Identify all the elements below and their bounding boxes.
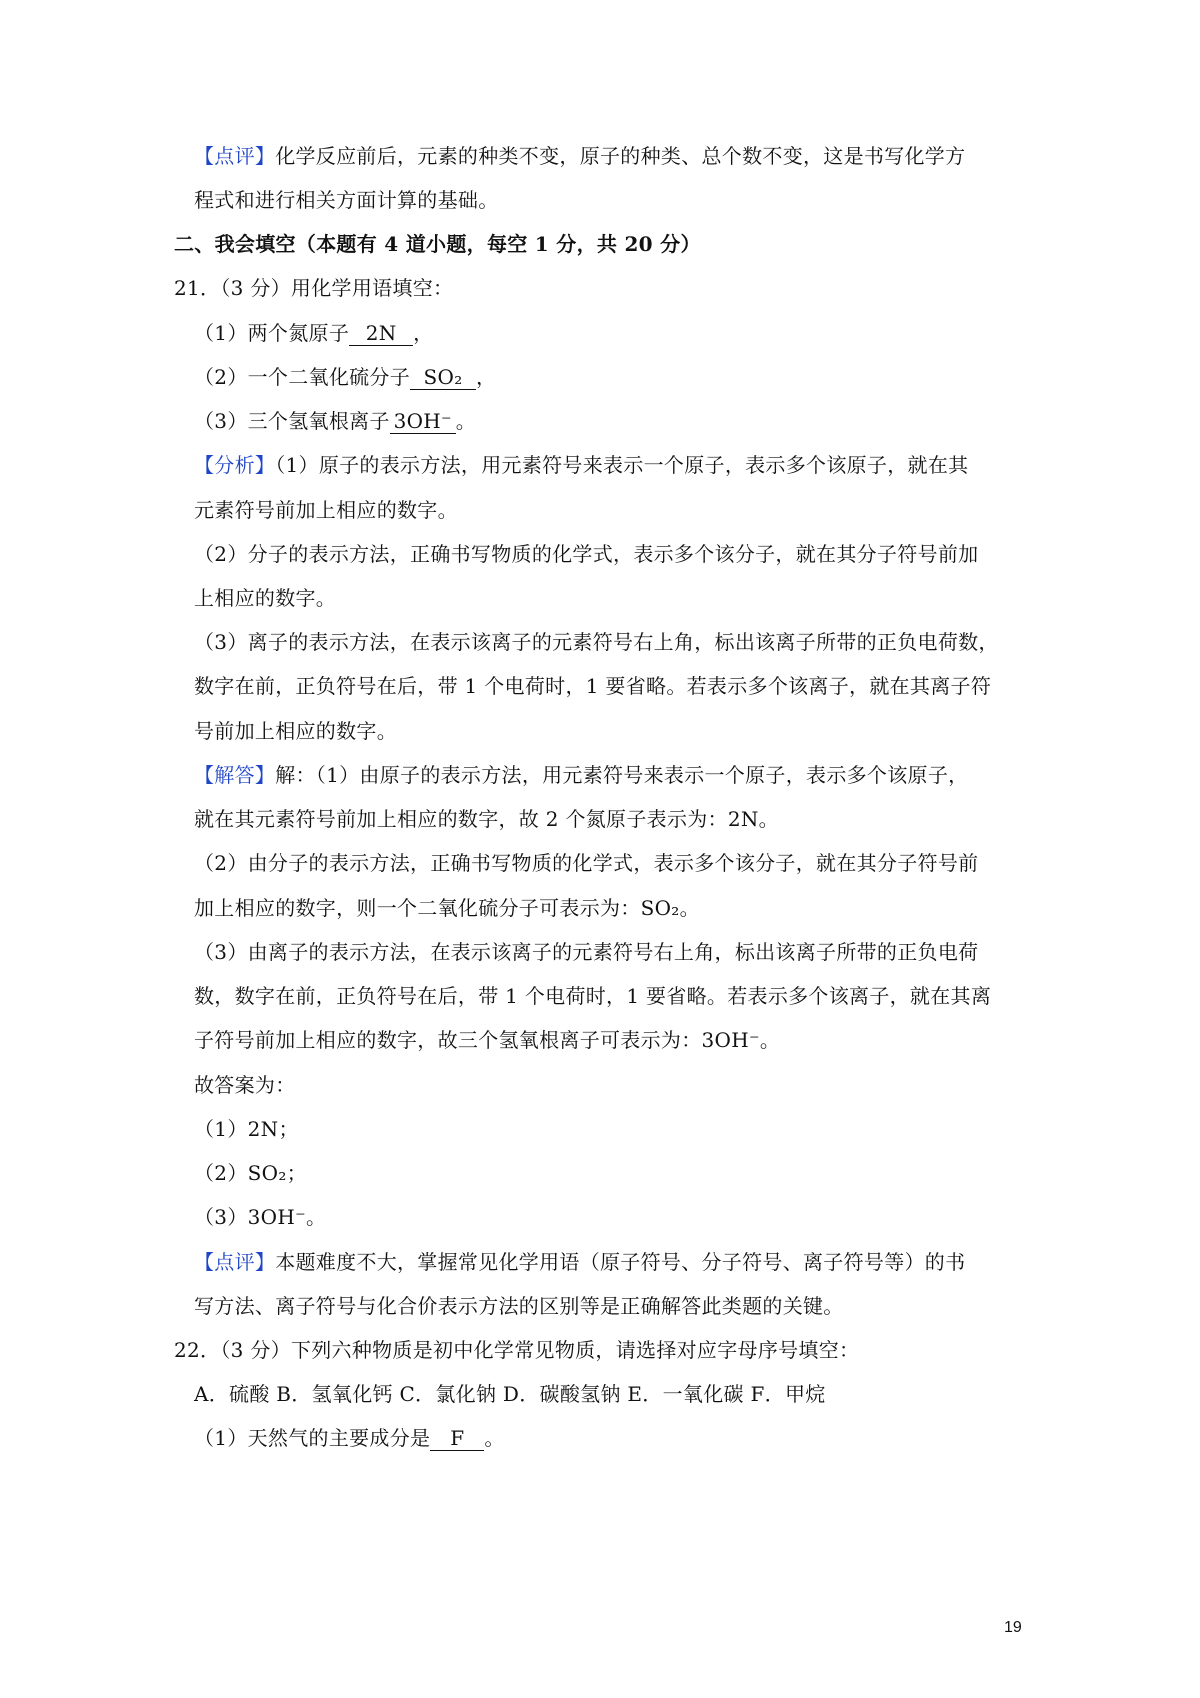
text-line — [194, 938, 978, 966]
text-line — [194, 1424, 505, 1452]
text-span: 上相应的数字。 — [194, 586, 337, 610]
text-span: （3）由离子的表示方法，在表示该离子的元素符号右上角，标出该离子所带的正负电荷 — [194, 940, 979, 964]
section-label: 【分析】 — [194, 453, 276, 477]
text-span: 程式和进行相关方面计算的基础。 — [194, 188, 499, 212]
text-span: 加上相应的数字，则一个二氧化硫分子可表示为：SO₂。 — [194, 896, 700, 920]
text-line — [194, 982, 991, 1010]
text-line — [194, 672, 991, 700]
text-line — [194, 894, 700, 922]
answer-blank: F — [430, 1426, 484, 1451]
text-line — [194, 805, 779, 833]
text-span: 写方法、离子符号与化合价表示方法的区别等是正确解答此类题的关键。 — [194, 1294, 844, 1318]
text-line — [194, 496, 458, 524]
text-span: 号前加上相应的数字。 — [194, 719, 397, 743]
text-line — [194, 319, 433, 347]
text-span: （3）离子的表示方法，在表示该离子的元素符号右上角，标出该离子所带的正负电荷数， — [194, 630, 999, 654]
text-line — [174, 230, 701, 258]
page-number: 19 — [1004, 1619, 1022, 1636]
text-span: （1）原子的表示方法，用元素符号来表示一个原子，表示多个该原子，就在其 — [275, 453, 969, 477]
section-heading: 二、我会填空（本题有 4 道小题，每空 1 分，共 20 分） — [174, 232, 701, 256]
text-span: ， — [476, 365, 497, 389]
text-line — [194, 1071, 296, 1099]
text-span: 化学反应前后，元素的种类不变，原子的种类、总个数不变，这是书写化学方 — [275, 144, 966, 168]
text-span: 子符号前加上相应的数字，故三个氢氧根离子可表示为：3OH⁻。 — [194, 1028, 781, 1052]
text-span: 数，数字在前，正负符号在后，带 1 个电荷时，1 要省略。若表示多个该离子，就在其离 — [194, 984, 992, 1008]
text-span: 本题难度不大，掌握常见化学用语（原子符号、分子符号、离子符号等）的书 — [275, 1250, 966, 1274]
answer-blank: 3OH⁻ — [390, 409, 456, 434]
text-line — [194, 584, 336, 612]
text-span: 元素符号前加上相应的数字。 — [194, 498, 458, 522]
text-span: 故答案为： — [194, 1073, 296, 1097]
text-line — [194, 849, 978, 877]
text-span: 21．（3 分）用化学用语填空： — [174, 276, 454, 300]
text-span: A．硫酸 B．氢氧化钙 C．氯化钠 D．碳酸氢钠 E．一氧化碳 F．甲烷 — [194, 1382, 826, 1406]
text-span: （1）2N； — [194, 1117, 299, 1141]
text-line — [194, 1115, 299, 1143]
text-span: 22．（3 分）下列六种物质是初中化学常见物质，请选择对应字母序号填空： — [174, 1338, 860, 1362]
text-span: （1）两个氮原子 — [194, 321, 350, 345]
text-line — [174, 274, 453, 302]
section-label: 【点评】 — [194, 1250, 276, 1274]
text-line — [194, 761, 968, 789]
text-span: （1）天然气的主要成分是 — [194, 1426, 431, 1450]
text-span: 数字在前，正负符号在后，带 1 个电荷时，1 要省略。若表示多个该离子，就在其离子符 — [194, 674, 992, 698]
text-line — [194, 540, 978, 568]
text-line — [194, 363, 496, 391]
text-line — [174, 1336, 859, 1364]
text-line — [194, 1292, 844, 1320]
text-line — [194, 628, 999, 656]
text-line — [194, 717, 397, 745]
section-label: 【点评】 — [194, 144, 276, 168]
section-label: 【解答】 — [194, 763, 276, 787]
text-line — [194, 1248, 965, 1276]
text-span: （2）由分子的表示方法，正确书写物质的化学式，表示多个该分子，就在其分子符号前 — [194, 851, 979, 875]
text-span: （2）分子的表示方法，正确书写物质的化学式，表示多个该分子，就在其分子符号前加 — [194, 542, 979, 566]
text-line — [194, 1380, 826, 1408]
text-span: （2）一个二氧化硫分子 — [194, 365, 411, 389]
text-span: 就在其元素符号前加上相应的数字，故 2 个氮原子表示为：2N。 — [194, 807, 779, 831]
answer-blank: SO₂ — [410, 365, 476, 390]
text-line — [194, 451, 968, 479]
text-span: （3）三个氢氧根离子 — [194, 409, 390, 433]
text-span: 。 — [484, 1426, 505, 1450]
text-line — [194, 407, 476, 435]
answer-blank: 2N — [349, 321, 413, 346]
text-line — [194, 1159, 307, 1187]
text-line — [194, 1203, 326, 1231]
text-span: （3）3OH⁻。 — [194, 1205, 327, 1229]
text-line — [194, 142, 965, 170]
text-span: 。 — [455, 409, 477, 433]
text-line — [194, 1026, 780, 1054]
text-span: （2）SO₂； — [194, 1161, 307, 1185]
text-span: 解：（1）由原子的表示方法，用元素符号来表示一个原子，表示多个该原子， — [275, 763, 969, 787]
text-span: ， — [413, 321, 434, 345]
text-line — [194, 186, 499, 214]
